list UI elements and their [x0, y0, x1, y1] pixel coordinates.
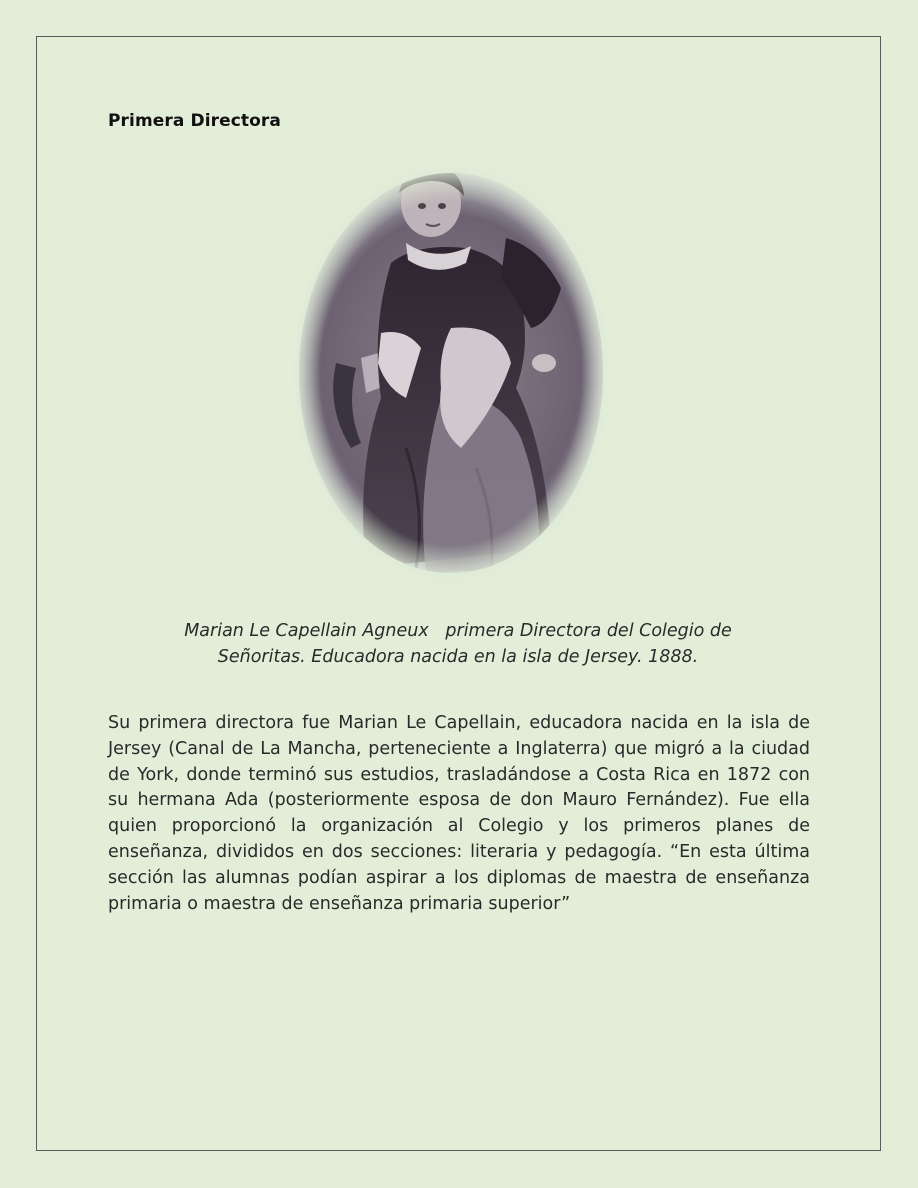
caption-line-2: Señoritas. Educadora nacida en la isla de Jersey. 1888. — [217, 647, 699, 667]
portrait-photo — [266, 148, 636, 598]
caption-line-1: Marian Le Capellain Agneux primera Directora del Colegio de — [184, 621, 732, 641]
body-paragraph: Su primera directora fue Marian Le Capellain, educadora nacida en la isla de Jersey (Canal de La Mancha, perteneciente a Inglaterra) que migró a la ciudad de York, donde terminó sus estudios, trasladándose a Costa Rica en 1872 con su hermana Ada (posteriormente esposa de don Mauro Fernández). Fue ella quien proporcionó la organización al Colegio y los primeros planes de enseñanza, divididos en dos secciones: literaria y pedagogía. “En esta última sección las alumnas podían aspirar a los diplomas de maestra de enseñanza primaria o maestra de enseñanza primaria superior” — [108, 713, 810, 914]
page-title: Primera Directora — [108, 111, 281, 131]
photo-caption — [108, 618, 808, 670]
